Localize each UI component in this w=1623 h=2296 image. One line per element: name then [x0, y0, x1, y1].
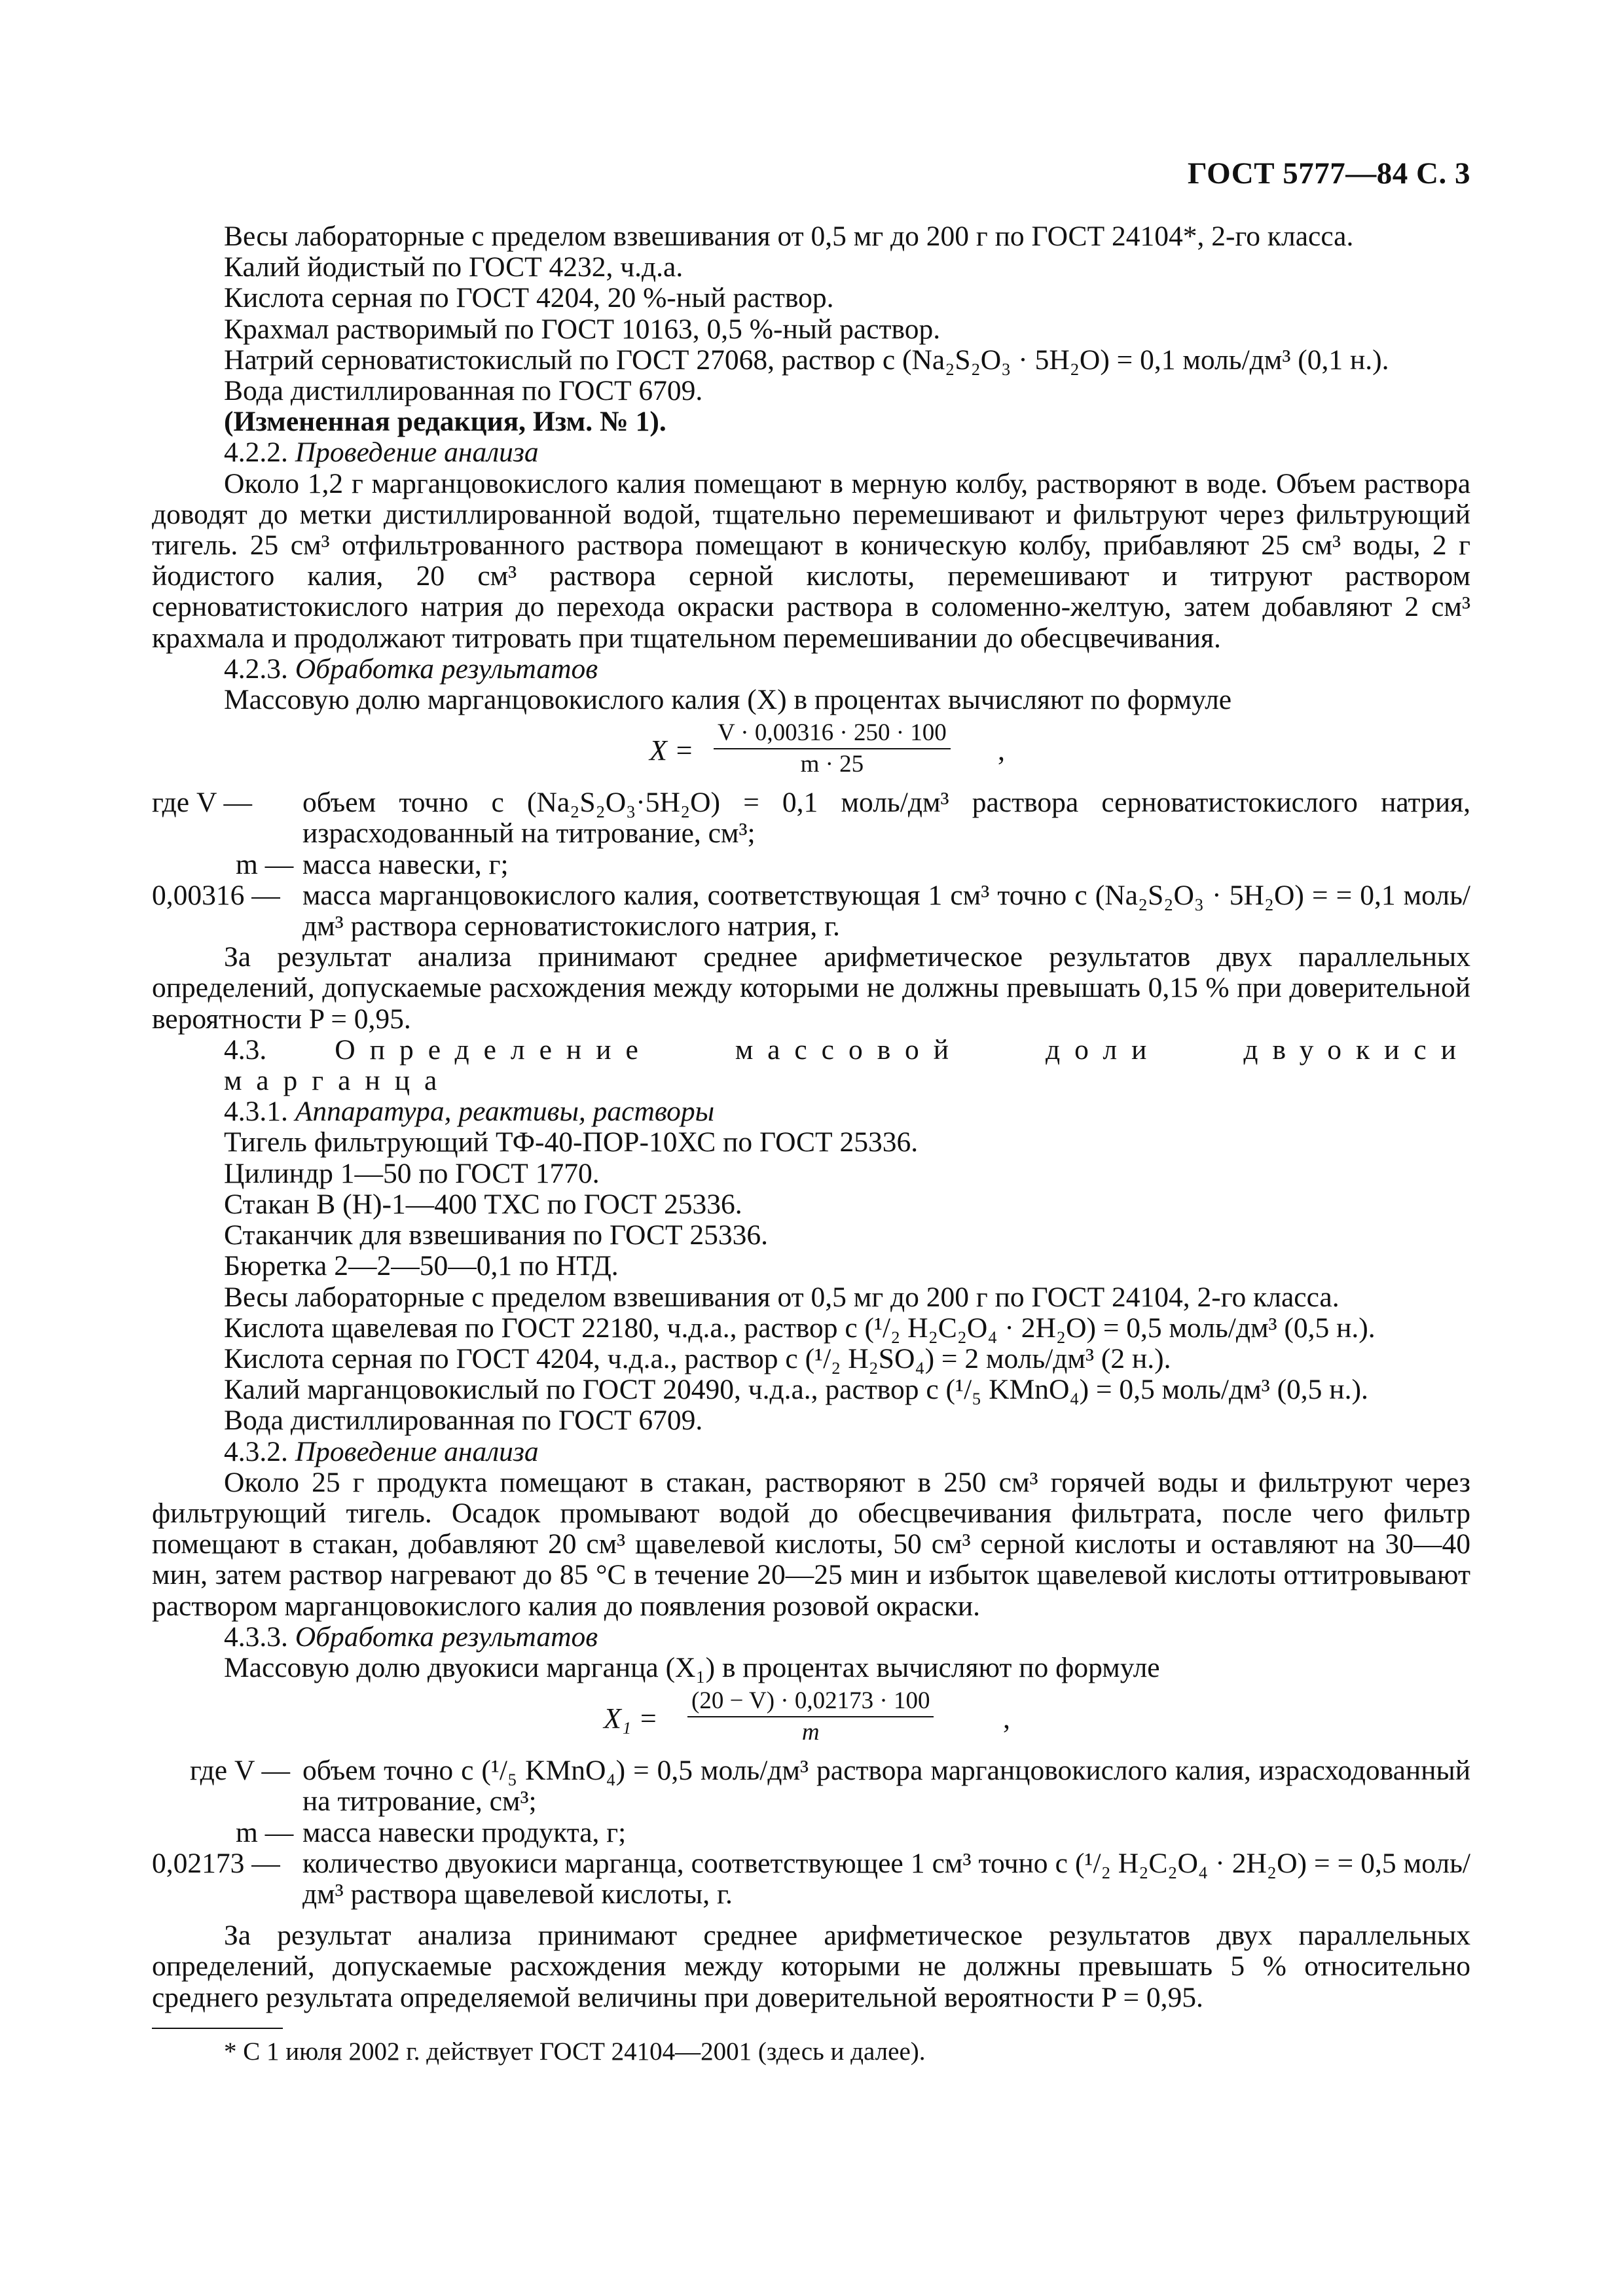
result-paragraph: За результат анализа принимают среднее арифметическое результатов двух параллельных определений, допускаемые расхождения между которыми не должны превышать 5 % относительно среднего результата определяемой величины при доверительной вероятности P = 0,95.	[152, 1920, 1470, 2013]
variable-text: объем точно c (Na₂S₂O₃·5H₂O) = 0,1 моль/дм³ раствора серноватистокислого натрия, израсходованный на титрование, см³;	[302, 787, 1470, 850]
variable-definition	[152, 850, 1470, 880]
reagent-item: Вода дистиллированная по ГОСТ 6709.	[224, 375, 703, 407]
formula-fraction	[687, 1686, 934, 1748]
section-heading-4-3-1	[152, 1096, 1470, 1127]
document-page	[152, 0, 1470, 2296]
apparatus-item: Весы лабораторные с пределом взвешивания от 0,5 мг до 200 г по ГОСТ 24104, 2-го класса.	[224, 1281, 1340, 1313]
formula-comma: ,	[1003, 1702, 1010, 1735]
section-heading-4-3-2	[152, 1437, 1470, 1467]
variable-text: масса навески продукта, г;	[302, 1816, 627, 1848]
footnote-rule	[152, 2028, 283, 2029]
variable-label: 0,00316 —	[152, 879, 280, 911]
reagent-item: Весы лабораторные с пределом взвешивания от 0,5 мг до 200 г по ГОСТ 24104*, 2-го класса.	[224, 221, 1354, 252]
formula-comma: ,	[998, 734, 1005, 767]
page-header: ГОСТ 5777—84 С. 3	[1187, 156, 1470, 190]
formula-lhs: X =	[649, 734, 694, 767]
section-title: Проведение анализа	[295, 437, 539, 469]
apparatus-item: Бюретка 2—2—50—0,1 по НТД.	[224, 1250, 619, 1282]
result-paragraph: За результат анализа принимают среднее арифметическое результатов двух параллельных определений, допускаемые расхождения между которыми не должны превышать 0,15 % при доверительной вероятности P = 0,95.	[152, 941, 1470, 1035]
section-number: 4.2.3.	[224, 653, 288, 685]
formula-fraction	[714, 718, 951, 780]
section-heading-4-2-3	[152, 654, 1470, 685]
section-heading-4-3-3	[152, 1622, 1470, 1653]
variable-definition	[152, 787, 1470, 849]
variable-label: где V —	[190, 1755, 290, 1787]
variable-definition	[152, 1848, 1470, 1910]
section-number: 4.3.1.	[224, 1096, 288, 1128]
variable-label: 0,02173 —	[152, 1847, 280, 1879]
variable-definition	[152, 1818, 1470, 1848]
formula-denominator: m	[801, 1719, 820, 1746]
reagent-item: Крахмал растворимый по ГОСТ 10163, 0,5 %-ный раствор.	[224, 313, 941, 345]
reagent-item: Калий йодистый по ГОСТ 4232, ч.д.а.	[224, 251, 684, 283]
formula-potassium-permanganate	[152, 715, 1470, 787]
apparatus-item: Вода дистиллированная по ГОСТ 6709.	[224, 1405, 703, 1437]
section-title: Обработка результатов	[295, 653, 598, 685]
apparatus-item: Стаканчик для взвешивания по ГОСТ 25336.	[224, 1219, 769, 1251]
variable-label: m —	[236, 848, 294, 880]
section-number: 4.3.3.	[224, 1621, 288, 1653]
formula-manganese-dioxide	[152, 1683, 1470, 1755]
apparatus-item: Стакан В (Н)-1—400 ТХС по ГОСТ 25336.	[224, 1188, 742, 1220]
variable-text: масса навески, г;	[302, 848, 509, 880]
apparatus-item: Тигель фильтрующий ТФ-40-ПОР-10ХС по ГОСТ 25336.	[224, 1126, 919, 1158]
procedure-text: Около 1,2 г марганцовокислого калия помещают в мерную колбу, растворяют в воде. Объем раствора доводят до метки дистиллированной водой, тщательно перемешивают и фильтруют через фильтрующий тигель. 25 см³ отфильтрованного раствора помещают в коническую колбу, прибавляют 25 см³ воды, 2 г йодистого калия, 20 см³ раствора серной кислоты, перемешивают и титруют раствором серноватистокислого натрия до перехода окраски раствора в соломенно-желтую, затем добавляют 2 см³ крахмала и продолжают титровать при тщательном перемешивании до обесцвечивания.	[152, 467, 1470, 654]
formula-intro: Массовую долю двуокиси марганца (X₁) в процентах вычисляют по формуле	[224, 1651, 1160, 1683]
amendment-note: (Измененная редакция, Изм. № 1).	[224, 406, 666, 438]
section-number: 4.3.2.	[224, 1435, 288, 1467]
section-title: Аппаратура, реактивы, растворы	[295, 1096, 715, 1128]
formula-denominator: m · 25	[800, 751, 864, 778]
reagent-item: Кислота серная по ГОСТ 4204, 20 %-ный раствор.	[224, 282, 834, 314]
variable-label: где V —	[152, 787, 252, 819]
apparatus-item: Калий марганцовокислый по ГОСТ 20490, ч.д.а., раствор c (¹/₅ KMnO₄) = 0,5 моль/дм³ (0,5 н.).	[224, 1374, 1368, 1406]
variable-text: количество двуокиси марганца, соответствующее 1 см³ точно c (¹/₂ H₂C₂O₄ · 2H₂O) = = 0,5 моль/дм³ раствора щавелевой кислоты, г.	[302, 1847, 1470, 1910]
reagent-item: Натрий серноватистокислый по ГОСТ 27068, раствор c (Na₂S₂O₃ · 5H₂O) = 0,1 моль/дм³ (0,1 н.).	[224, 344, 1389, 376]
footnote: * С 1 июля 2002 г. действует ГОСТ 24104—2001 (здесь и далее).	[224, 2037, 926, 2066]
document-body	[152, 221, 1470, 2013]
section-heading-4-2-2	[152, 437, 1470, 468]
variable-text: объем точно c (¹/₅ KMnO₄) = 0,5 моль/дм³ раствора марганцовокислого калия, израсходованный на титрование, см³;	[302, 1755, 1470, 1818]
apparatus-item: Цилиндр 1—50 по ГОСТ 1770.	[224, 1157, 600, 1189]
section-title: Проведение анализа	[295, 1435, 539, 1467]
section-number: 4.2.2.	[224, 437, 288, 469]
variable-definition	[152, 1755, 1470, 1817]
procedure-text: Около 25 г продукта помещают в стакан, растворяют в 250 см³ горячей воды и фильтруют через фильтрующий тигель. Осадок промывают водой до обесцвечивания фильтрата, после чего фильтр помещают в стакан, добавляют 20 см³ щавелевой кислоты, 50 см³ серной кислоты и оставляют на 30—40 мин, затем раствор нагревают до 85 °С в течение 20—25 мин и избыток щавелевой кислоты оттитровывают раствором марганцовокислого калия до появления розовой окраски.	[152, 1466, 1470, 1622]
variable-definition	[152, 880, 1470, 942]
section-title: Обработка результатов	[295, 1621, 598, 1653]
formula-numerator: (20 − V) · 0,02173 · 100	[687, 1686, 934, 1717]
section-number: 4.3.	[224, 1033, 267, 1066]
formula-intro: Массовую долю марганцовокислого калия (X) в процентах вычисляют по формуле	[224, 684, 1232, 716]
apparatus-item: Кислота щавелевая по ГОСТ 22180, ч.д.а., раствор c (¹/₂ H₂C₂O₄ · 2H₂O) = 0,5 моль/дм³ (0,5 н.).	[224, 1312, 1376, 1344]
section-title-spaced: Определение массовой доли двуокиси марганца	[224, 1033, 1470, 1097]
variable-text: масса марганцовокислого калия, соответствующая 1 см³ точно c (Na₂S₂O₃ · 5H₂O) = = 0,1 моль/дм³ раствора серноватистокислого натрия, г.	[302, 879, 1470, 942]
section-heading-4-3	[152, 1035, 1470, 1096]
apparatus-item: Кислота серная по ГОСТ 4204, ч.д.а., раствор c (¹/₂ H₂SO₄) = 2 моль/дм³ (2 н.).	[224, 1342, 1171, 1374]
variable-label: m —	[236, 1816, 294, 1848]
formula-numerator: V · 0,00316 · 250 · 100	[714, 718, 951, 749]
formula-lhs: X₁ =	[604, 1702, 658, 1735]
